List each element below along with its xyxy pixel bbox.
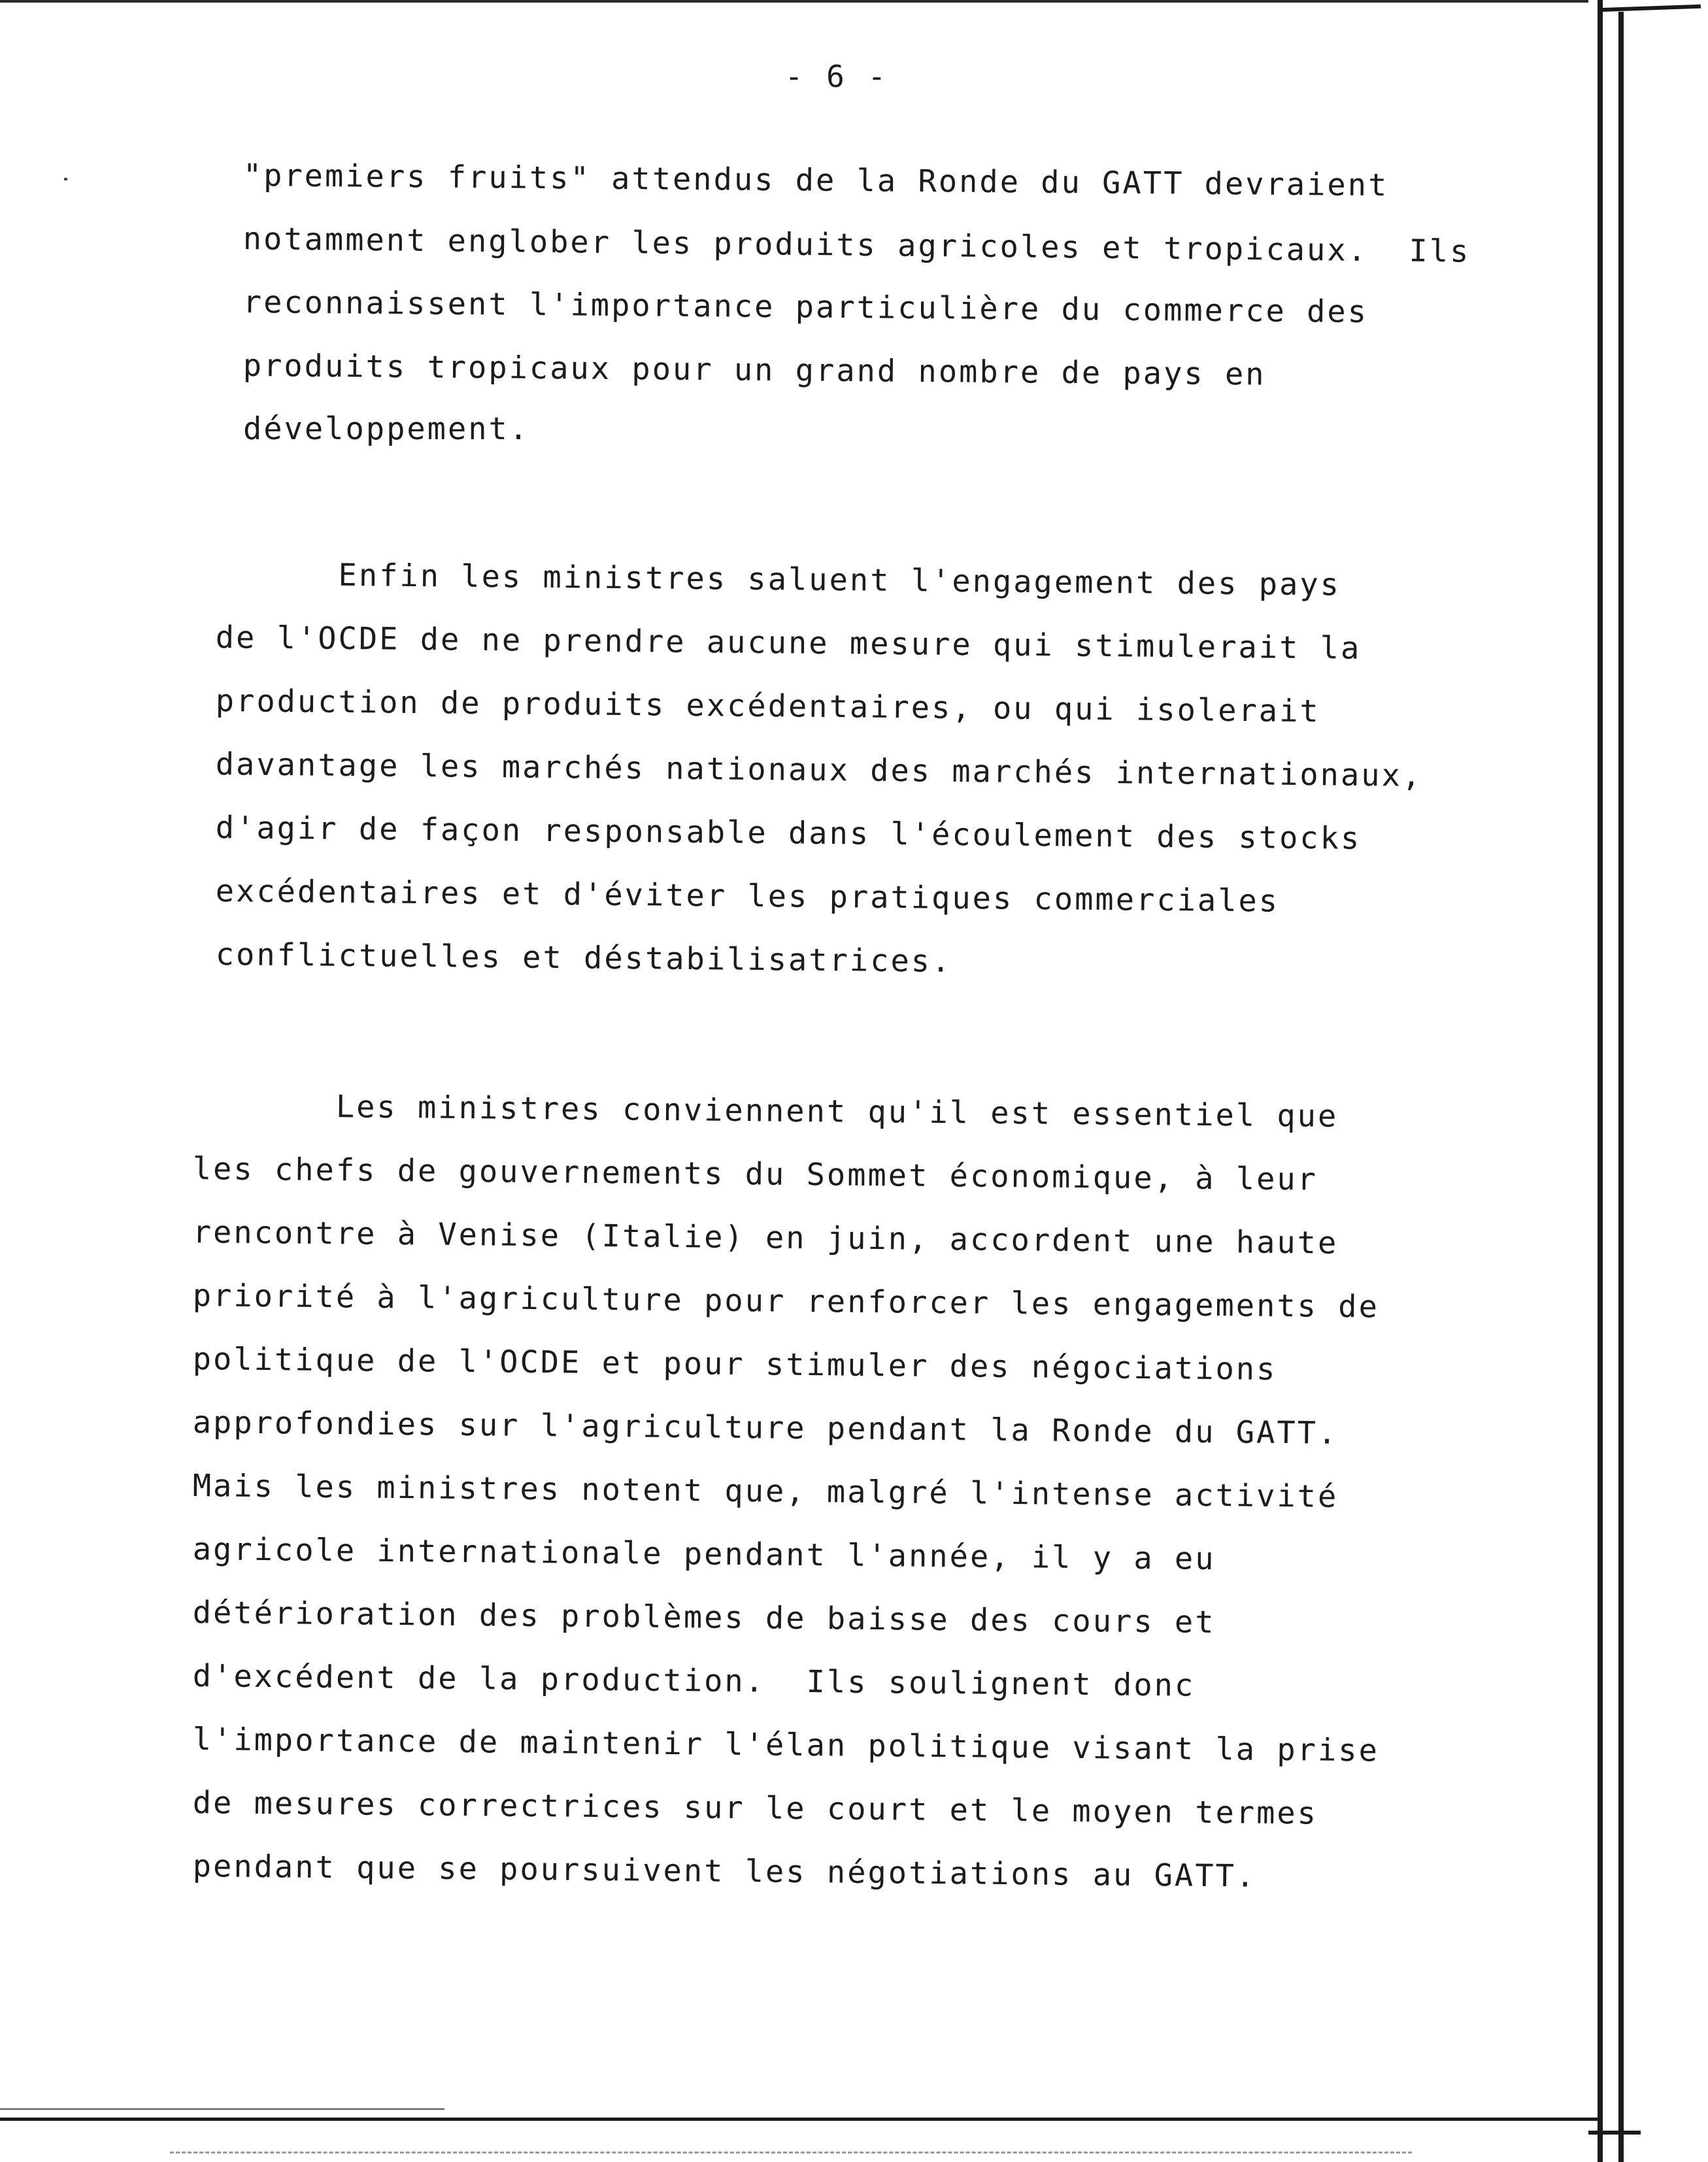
text-line: conflictuelles et déstabilisatrices. — [215, 937, 952, 980]
text-line: développement. — [243, 411, 530, 447]
text-line: rencontre à Venise (Italie) en juin, accordent une haute — [192, 1214, 1339, 1261]
text-line: excédentaires et d'éviter les pratiques commerciales — [215, 873, 1280, 920]
text-line: reconnaissent l'importance particulière du commerce des — [243, 284, 1369, 331]
binder-clip-mark — [1603, 5, 1701, 12]
text-line: davantage les marchés nationaux des marchés internationaux, — [215, 746, 1423, 794]
text-line: notamment englober les produits agricoles et tropicaux. Ils — [243, 221, 1471, 270]
text-line: de l'OCDE de ne prendre aucune mesure qui stimulerait la — [215, 620, 1362, 667]
text-line: priorité à l'agriculture pour renforcer les engagements de — [192, 1278, 1380, 1325]
text-line: "premiers fruits" attendus de la Ronde du GATT devraient — [243, 158, 1389, 204]
text-line: de mesures correctrices sur le court et le moyen termes — [192, 1785, 1318, 1832]
text-line: pendant que se poursuivent les négotiations au GATT. — [192, 1848, 1257, 1895]
text-line: les chefs de gouvernements du Sommet économique, à leur — [192, 1151, 1318, 1198]
text-line: approfondies sur l'agriculture pendant la Ronde du GATT. — [192, 1405, 1339, 1452]
page-number: - 6 - — [784, 59, 889, 94]
text-line: Enfin les ministres saluent l'engagement des pays — [215, 556, 1341, 603]
text-line: agricole internationale pendant l'année, il y a eu — [192, 1531, 1216, 1578]
text-line: d'excédent de la production. Ils soulignent donc — [192, 1658, 1196, 1704]
text-line: d'agir de façon responsable dans l'écoulement des stocks — [215, 810, 1362, 857]
text-line: l'importance de maintenir l'élan politique visant la prise — [192, 1721, 1380, 1769]
text-line: détérioration des problèmes de baisse des cours et — [192, 1595, 1216, 1641]
top-edge-line — [0, 0, 1588, 3]
text-line: produits tropicaux pour un grand nombre de pays en — [243, 348, 1266, 393]
binder-edge-line — [1618, 12, 1624, 2162]
scan-speck — [64, 178, 67, 180]
paragraph — [243, 160, 1471, 477]
paragraph — [193, 1090, 1379, 1914]
paragraph — [215, 556, 1423, 1003]
text-line: politique de l'OCDE et pour stimuler des négociations — [192, 1341, 1277, 1388]
text-line: Mais les ministres notent que, malgré l'intense activité — [192, 1468, 1339, 1515]
text-line: production de produits excédentaires, ou qui isolerait — [215, 683, 1320, 730]
scan-artifact-line — [170, 2152, 1412, 2154]
binder-edge-line — [1598, 0, 1603, 2162]
bottom-edge-line — [0, 2108, 444, 2110]
binder-clip-mark — [1588, 2131, 1641, 2135]
text-line: Les ministres conviennent qu'il est essentiel que — [192, 1088, 1339, 1135]
bottom-edge-line — [0, 2118, 1598, 2121]
